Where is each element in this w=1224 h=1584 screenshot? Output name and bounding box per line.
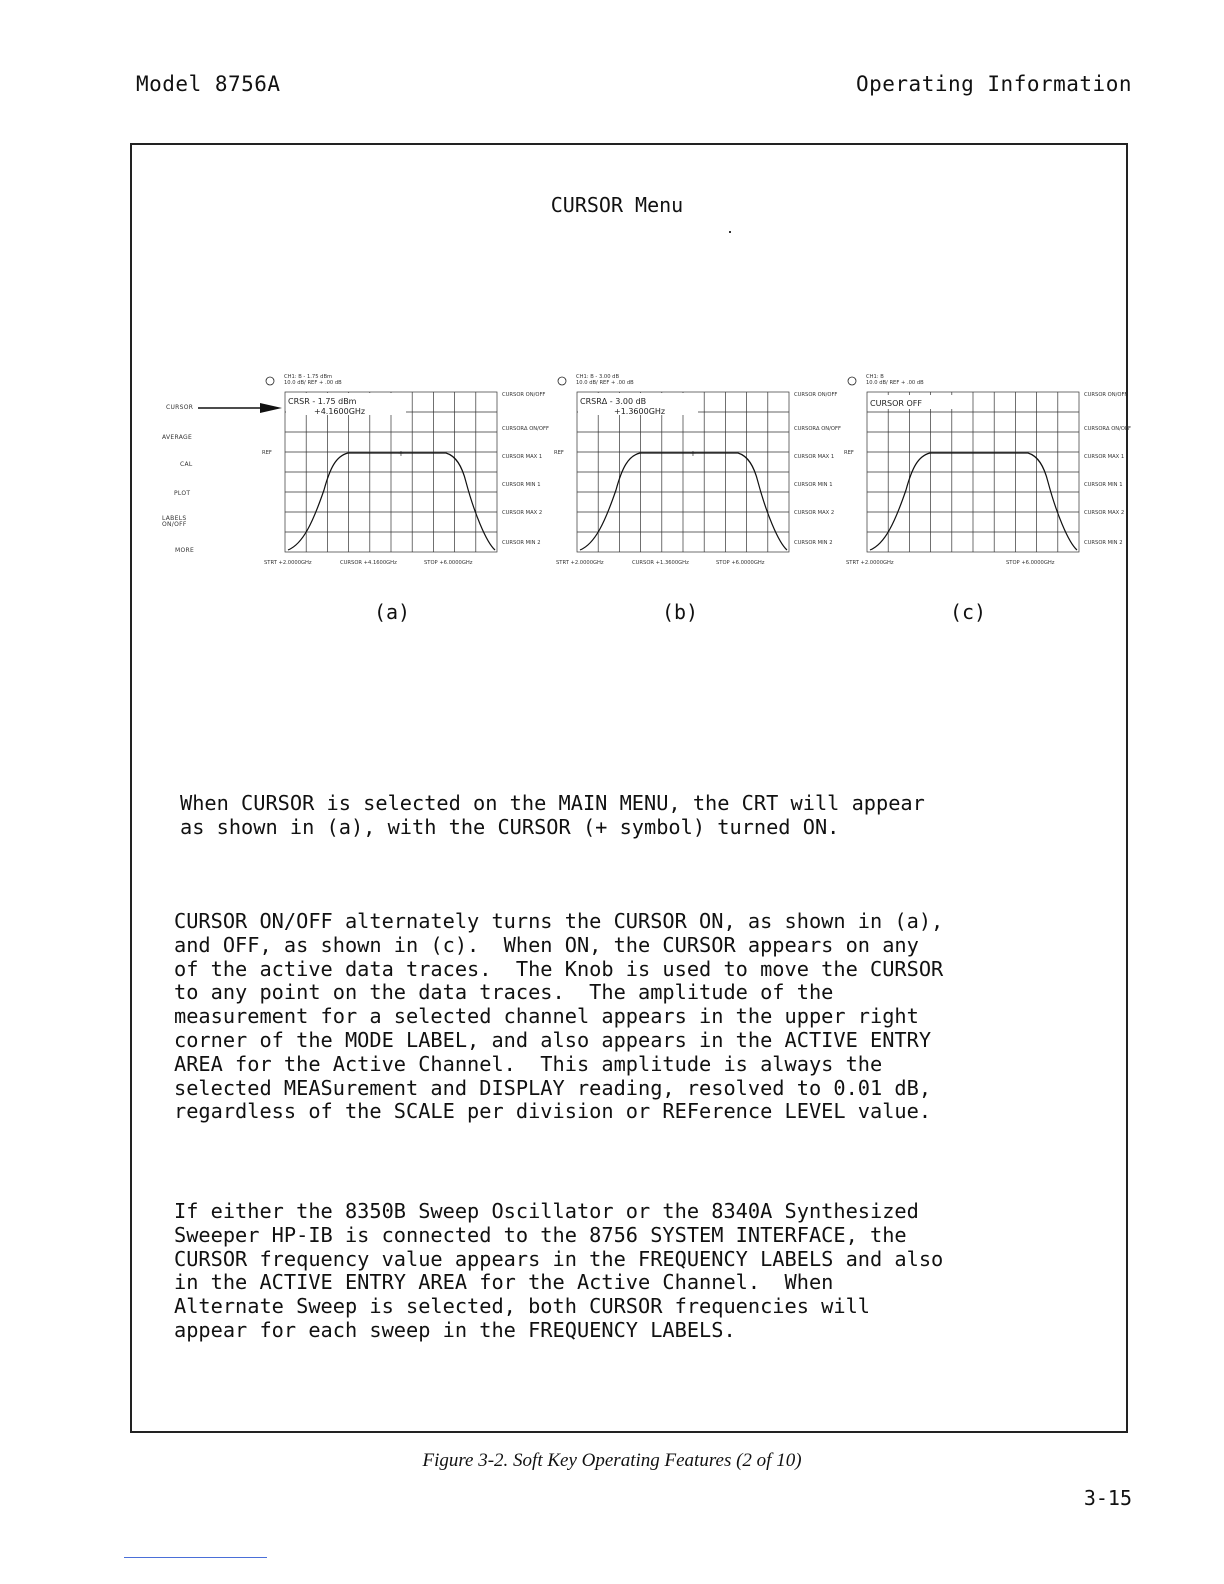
paragraph-2: CURSOR ON/OFF alternately turns the CURSOR ON, as shown in (a), and OFF, as shown in (c). When ON, the CURSOR appears on any of the active data traces. The Knob is used to move the CURSOR to any point on the data traces. The amplitude of the measurement for a selected channel appears in the upper right corner of the MODE LABEL, and also appears in the ACTIVE ENTRY AREA for the Active Channel. This amplitude is always the selected MEASurement and DISPLAY reading, resolved to 0.01 dB, regardless of the SCALE per division or REFerence LEVEL value. (174, 909, 944, 1124)
header-section: Operating Information (855, 72, 1132, 96)
svg-text:CURSOR MIN 1: CURSOR MIN 1 (502, 482, 541, 488)
header-model: Model 8756A (136, 72, 281, 96)
figure-caption: Figure 3-2. Soft Key Operating Features (2 of 10) (422, 1450, 802, 1471)
right-softkeys-b (794, 392, 841, 546)
svg-text:CURSOR MIN 2: CURSOR MIN 2 (502, 540, 541, 546)
crt-panel-c (840, 372, 1140, 572)
ref-label-a: REF (262, 450, 272, 456)
svg-text:CURSORΔ ON/OFF: CURSORΔ ON/OFF (502, 426, 549, 432)
trace-a (288, 453, 495, 550)
trace-b (580, 453, 787, 550)
svg-text:CURSOR MIN 2: CURSOR MIN 2 (794, 540, 833, 546)
status-line1-b: CH1: B - 3.00 dB (576, 374, 619, 380)
softkey-cursor[interactable]: CURSOR (166, 404, 194, 411)
freq-start-c: STRT +2.0000GHz (846, 560, 894, 566)
page-number: 3-15 (1083, 1486, 1132, 1510)
softkey-average[interactable]: AVERAGE (162, 434, 193, 441)
readout-line2-a: +4.1600GHz (314, 407, 366, 416)
ref-label-c: REF (844, 450, 854, 456)
svg-text:CURSOR MIN 1: CURSOR MIN 1 (794, 482, 833, 488)
softkey-more[interactable]: MORE (175, 547, 195, 554)
channel-icon (266, 377, 274, 385)
softkey-plot[interactable]: PLOT (174, 490, 191, 497)
svg-text:CURSORΔ ON/OFF: CURSORΔ ON/OFF (794, 426, 841, 432)
freq-stop-b: STOP +6.0000GHz (716, 560, 765, 566)
cursor-marker-b: + (689, 449, 697, 458)
svg-text:CURSOR ON/OFF: CURSOR ON/OFF (502, 392, 546, 398)
paragraph-3: If either the 8350B Sweep Oscillator or the 8340A Synthesized Sweeper HP-IB is connected to the 8756 SYSTEM INTERFACE, the CURSOR frequency value appears in the FREQUENCY LABELS and also in the ACTIVE ENTRY AREA for the Active Channel. When Alternate Sweep is selected, both CURSOR frequencies will appear for each sweep in the FREQUENCY LABELS. (174, 1199, 944, 1342)
panel-label-c: (c) (949, 600, 987, 624)
svg-text:CURSOR MAX 1: CURSOR MAX 1 (1084, 454, 1125, 460)
readout-line2-b: +1.3600GHz (614, 407, 666, 416)
graticule-c (867, 392, 1079, 552)
svg-text:CURSOR MIN 2: CURSOR MIN 2 (1084, 540, 1123, 546)
print-speck (729, 231, 731, 233)
status-line1-c: CH1: B (866, 374, 884, 380)
readout-line1-c: CURSOR OFF (870, 399, 922, 408)
panel-label-b: (b) (661, 600, 699, 624)
svg-text:CURSOR MIN 1: CURSOR MIN 1 (1084, 482, 1123, 488)
readout-line1-a: CRSR - 1.75 dBm (288, 397, 357, 406)
svg-text:CURSOR MAX 2: CURSOR MAX 2 (794, 510, 835, 516)
svg-text:CURSOR MAX 1: CURSOR MAX 1 (502, 454, 543, 460)
graticule-a (285, 392, 497, 552)
channel-icon (848, 377, 856, 385)
status-line1-a: CH1: B - 1.75 dBm (284, 374, 333, 380)
freq-stop-a: STOP +6.0000GHz (424, 560, 473, 566)
readout-line1-b: CRSRΔ - 3.00 dB (580, 397, 647, 406)
svg-text:CURSOR ON/OFF: CURSOR ON/OFF (794, 392, 838, 398)
figure-title: CURSOR Menu (550, 193, 684, 217)
freq-stop-c: STOP +6.0000GHz (1006, 560, 1055, 566)
channel-icon (558, 377, 566, 385)
crt-panel-b (550, 372, 850, 572)
status-line2-c: 10.0 dB/ REF + .00 dB (866, 380, 924, 386)
status-line2-a: 10.0 dB/ REF + .00 dB (284, 380, 342, 386)
status-line2-b: 10.0 dB/ REF + .00 dB (576, 380, 634, 386)
svg-text:CURSOR MAX 1: CURSOR MAX 1 (794, 454, 835, 460)
cursor-marker-a: + (397, 449, 405, 458)
crt-panel-a (258, 372, 558, 572)
graticule-b (577, 392, 789, 552)
trace-c (870, 453, 1077, 550)
panel-label-a: (a) (373, 600, 411, 624)
footer-rule (124, 1557, 267, 1558)
ref-label-b: REF (554, 450, 564, 456)
paragraph-1: When CURSOR is selected on the MAIN MENU, the CRT will appear as shown in (a), with the CURSOR (+ symbol) turned ON. (180, 791, 925, 839)
freq-cursor-b: CURSOR +1.3600GHz (632, 560, 689, 566)
svg-text:CURSOR MAX 2: CURSOR MAX 2 (502, 510, 543, 516)
svg-text:CURSOR ON/OFF: CURSOR ON/OFF (1084, 392, 1128, 398)
right-softkeys-c (1084, 392, 1131, 546)
freq-start-a: STRT +2.0000GHz (264, 560, 312, 566)
softkey-labels[interactable]: LABELS ON/OFF (162, 515, 187, 528)
softkey-cal[interactable]: CAL (180, 461, 193, 468)
freq-start-b: STRT +2.0000GHz (556, 560, 604, 566)
freq-cursor-a: CURSOR +4.1600GHz (340, 560, 397, 566)
svg-text:CURSOR MAX 2: CURSOR MAX 2 (1084, 510, 1125, 516)
svg-text:CURSORΔ ON/OFF: CURSORΔ ON/OFF (1084, 426, 1131, 432)
right-softkeys-a (502, 392, 549, 546)
